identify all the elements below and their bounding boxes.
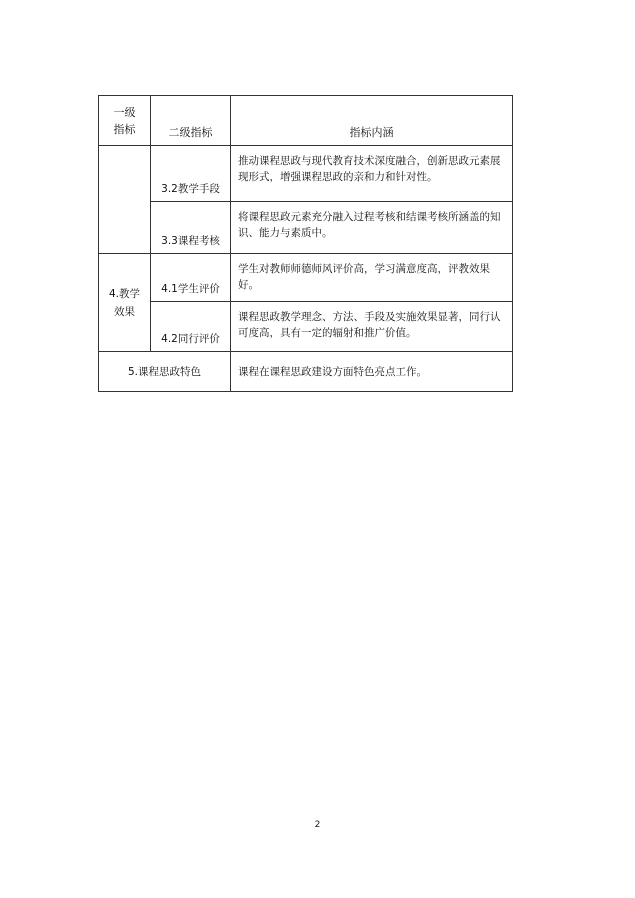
level2-cell: 4.1学生评价	[151, 254, 231, 302]
content-cell: 课程在课程思政建设方面特色亮点工作。	[231, 352, 513, 392]
merged-level-cell: 5.课程思政特色	[99, 352, 231, 392]
header-level1-line1: 一级	[113, 105, 136, 119]
level2-cell: 4.2同行评价	[151, 302, 231, 352]
level2-cell: 3.2教学手段	[151, 146, 231, 202]
table-row	[99, 146, 513, 202]
page-number: 2	[314, 820, 321, 830]
header-content: 指标内涵	[231, 96, 513, 146]
level1-cell-4	[99, 254, 151, 352]
content-cell: 课程思政教学理念、方法、手段及实施效果显著，同行认可度高，具有一定的辐射和推广价值。	[231, 302, 513, 352]
table-header-row	[99, 96, 513, 146]
table-row	[99, 254, 513, 302]
level1-line2: 效果	[114, 305, 135, 318]
level1-cell-3-blank	[99, 146, 151, 254]
evaluation-criteria-table	[98, 95, 513, 392]
table-row	[99, 202, 513, 254]
table-row	[99, 352, 513, 392]
table-row	[99, 302, 513, 352]
header-level1	[99, 96, 151, 146]
content-cell: 推动课程思政与现代教育技术深度融合，创新思政元素展现形式，增强课程思政的亲和力和针对性。	[231, 146, 513, 202]
header-level2: 二级指标	[151, 96, 231, 146]
header-level1-line2: 指标	[113, 122, 136, 136]
content-cell: 学生对教师师德师风评价高，学习满意度高，评教效果好。	[231, 254, 513, 302]
content-cell: 将课程思政元素充分融入过程考核和结课考核所涵盖的知识、能力与素质中。	[231, 202, 513, 254]
level1-line1: 4.教学	[108, 287, 141, 300]
level2-cell: 3.3课程考核	[151, 202, 231, 254]
